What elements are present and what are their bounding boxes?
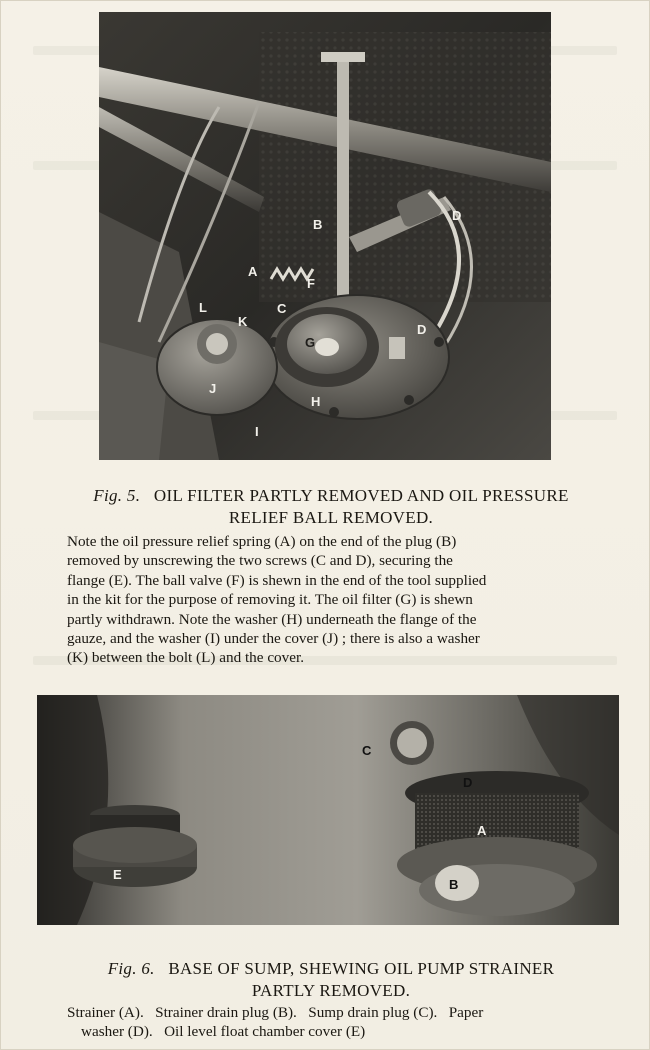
figure5-label-B: B	[313, 217, 323, 232]
figure5-label-H: H	[311, 394, 321, 409]
figure5-description	[67, 532, 587, 668]
figure5-caption	[61, 485, 601, 529]
figure6-label-E: E	[113, 867, 122, 882]
description-line: flange (E). The ball valve (F) is shewn in the end of the tool supplied	[67, 571, 487, 589]
figure6-label-B: B	[449, 877, 459, 892]
figure6-legend-line2: washer (D). Oil level float chamber cover (E)	[81, 1023, 366, 1040]
figure6-title-line1: BASE OF SUMP, SHEWING OIL PUMP STRAINER	[168, 959, 555, 978]
figure5-label-K: K	[238, 314, 248, 329]
description-line: (K) between the bolt (L) and the cover.	[67, 649, 304, 667]
figure6-photo	[37, 695, 619, 925]
description-line: in the kit for the purpose of removing it. The oil filter (G) is shewn	[67, 591, 473, 609]
figure6-legend-line1: Strainer (A). Strainer drain plug (B). Sump drain plug (C). Paper	[67, 1004, 484, 1021]
figure6-label-D: D	[463, 775, 473, 790]
figure5-label-J: J	[209, 381, 217, 396]
figure6-label-A: A	[477, 823, 487, 838]
figure6-caption	[61, 958, 601, 1002]
figure5-label-I: I	[255, 424, 259, 439]
description-line: gauze, and the washer (I) under the cover (J) ; there is also a washer	[67, 630, 480, 648]
figure5-label-E: D	[452, 208, 462, 223]
figure5-title-line2: RELIEF BALL REMOVED.	[228, 508, 434, 527]
figure5-label-G: G	[305, 335, 316, 350]
figure6-number: Fig. 6.	[107, 959, 155, 978]
description-line: Note the oil pressure relief spring (A) on the end of the plug (B)	[67, 533, 457, 550]
figure5-title-line1: OIL FILTER PARTLY REMOVED AND OIL PRESSURE	[153, 486, 569, 505]
figure5-label-D: D	[417, 322, 427, 337]
figure5-label-L: L	[199, 300, 207, 315]
description-line: partly withdrawn. Note the washer (H) underneath the flange of the	[67, 610, 477, 628]
figure5-label-C: C	[277, 301, 287, 316]
description-line: removed by unscrewing the two screws (C and D), securing the	[67, 552, 453, 570]
figure6-title-line2: PARTLY REMOVED.	[251, 981, 411, 1000]
figure5-photo	[99, 12, 551, 460]
figure5-label-A: A	[248, 264, 258, 279]
figure5-number: Fig. 5.	[93, 486, 141, 505]
figure6-label-C: C	[362, 743, 372, 758]
figure5-label-F: F	[307, 276, 315, 291]
